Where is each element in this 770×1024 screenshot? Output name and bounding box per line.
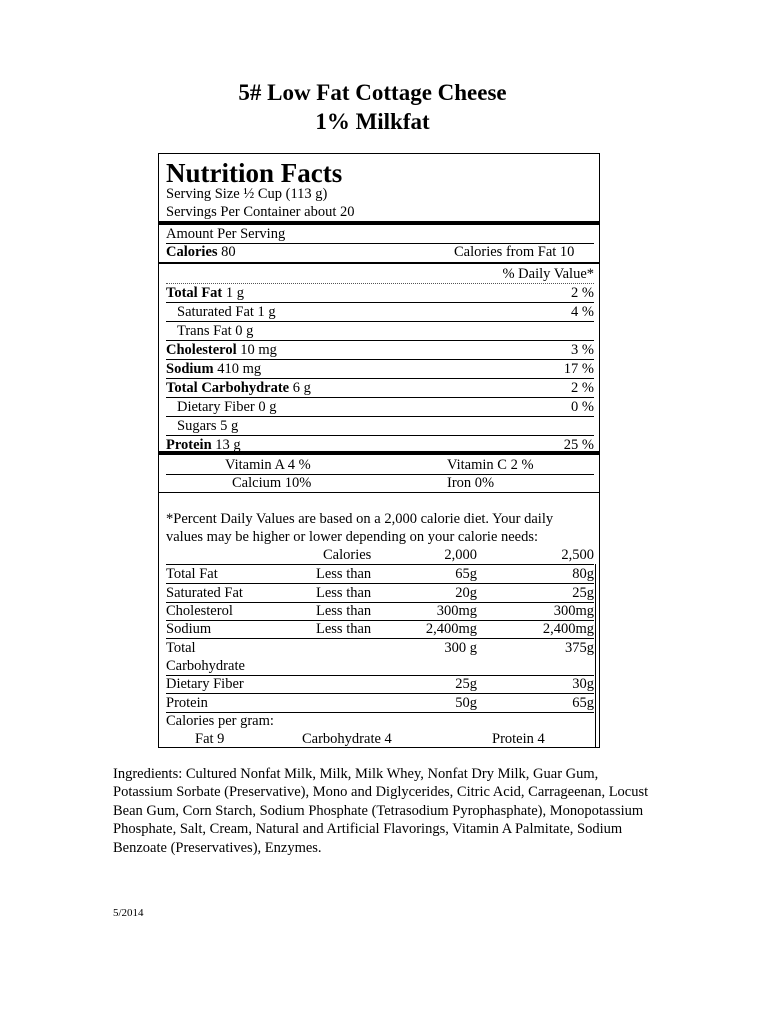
dv-table-row [166, 639, 594, 657]
divider [159, 492, 599, 493]
dv-row-name: Total [166, 640, 196, 656]
calories-value: 80 [221, 244, 236, 260]
dv-header-2500: 2,500 [561, 547, 594, 563]
nutrient-row [166, 341, 594, 359]
dv-row-2000: 50g [455, 695, 477, 711]
nutrient-name: Trans Fat [177, 323, 232, 339]
dv-table-row [166, 620, 594, 638]
dv-row-2500: 25g [572, 585, 594, 601]
dv-table-row [166, 657, 594, 675]
dv-row-name: Sodium [166, 621, 212, 637]
vitamin-a: Vitamin A 4 % [225, 457, 311, 473]
nutrient-amount: 410 mg [217, 361, 262, 377]
cpg-protein: Protein 4 [492, 731, 545, 747]
nutrient-amount: 10 mg [240, 342, 277, 358]
daily-value-header-row [166, 265, 594, 283]
daily-value-header: % Daily Value* [502, 266, 594, 282]
product-subtitle: 1% Milkfat [315, 109, 430, 134]
nutrient-dv: 25 % [563, 437, 594, 453]
dv-table-row [166, 584, 594, 602]
cpg-fat: Fat 9 [195, 731, 225, 747]
nutrient-amount: 13 g [215, 437, 241, 453]
dv-row-2000: 25g [455, 676, 477, 692]
cpg-carbohydrate: Carbohydrate 4 [302, 731, 392, 747]
nutrient-amount: 5 g [220, 418, 239, 434]
dv-row-2500: 2,400mg [542, 621, 594, 637]
nutrient-row [166, 284, 594, 302]
dv-row-qualifier: Less than [316, 566, 372, 582]
iron: Iron 0% [447, 475, 495, 491]
dv-row-2000: 300 g [444, 640, 477, 656]
revision-date: 5/2014 [113, 907, 144, 919]
vitamin-row [166, 456, 594, 474]
footnote-line1: *Percent Daily Values are based on a 2,000 calorie diet. Your daily [166, 511, 554, 527]
nutrient-name: Sugars [177, 418, 217, 434]
serving-size: Serving Size ½ Cup (113 g) [166, 186, 328, 202]
servings-per-container: Servings Per Container about 20 [166, 204, 355, 220]
ingredients-text: Ingredients: Cultured Nonfat Milk, Milk, Milk Whey, Nonfat Dry Milk, Guar Gum, Potassium Sorbate (Preservative), Mono and Diglycerides, Citric Acid, Carrageenan, Locust Bean Gum, Corn Starch, Sodium Phosphate (Tetrasodium Pyrophasphate), Monopotassium Phosphate, Salt, Cream, Natural and Artificial Flavorings, Vitamin A Palmitate, Sodium Benzoate (Preservatives), Enzymes. [113, 766, 649, 856]
dv-header-2000: 2,000 [444, 547, 477, 563]
nutrient-row [166, 303, 594, 321]
product-title: 5# Low Fat Cottage Cheese [238, 80, 507, 105]
calories-per-gram-label: Calories per gram: [166, 713, 274, 729]
nutrient-name: Sodium [166, 361, 214, 377]
dv-row-qualifier: Less than [316, 603, 372, 619]
dv-row-name: Saturated Fat [166, 585, 243, 601]
calories-row [166, 243, 594, 261]
dv-row-2000: 300mg [436, 603, 477, 619]
dv-row-name: Dietary Fiber [166, 676, 244, 692]
dv-header-calories: Calories [323, 547, 372, 563]
nutrient-name: Cholesterol [166, 342, 237, 358]
nutrition-facts-label [158, 153, 600, 748]
nutrient-dv: 17 % [563, 361, 594, 377]
nutrient-dv: 2 % [571, 380, 594, 396]
nutrient-name: Protein [166, 437, 212, 453]
dv-row-2500: 65g [572, 695, 594, 711]
amount-per-serving: Amount Per Serving [166, 226, 286, 242]
dv-row-name: Total Fat [166, 566, 218, 582]
footnote-line2: values may be higher or lower depending on your calorie needs: [166, 529, 539, 545]
table-vertical-rule [595, 564, 596, 747]
dv-table-row [166, 602, 594, 620]
nutrient-name: Total Fat [166, 285, 223, 301]
calories-label: Calories [166, 244, 218, 260]
dv-row-qualifier: Less than [316, 621, 372, 637]
dv-row-2000: 65g [455, 566, 477, 582]
nutrition-facts-heading: Nutrition Facts [166, 158, 343, 188]
calories-from-fat: Calories from Fat 10 [454, 244, 575, 260]
dv-row-name: Carbohydrate [166, 658, 245, 674]
divider-thick [159, 451, 599, 455]
nutrient-row [166, 379, 594, 397]
calories-per-gram-row [166, 730, 594, 748]
dv-row-2500: 80g [572, 566, 594, 582]
dv-table-row [166, 675, 594, 693]
nutrient-amount: 0 g [235, 323, 254, 339]
nutrient-amount: 1 g [225, 285, 245, 301]
dv-row-2500: 300mg [553, 603, 594, 619]
dv-row-qualifier: Less than [316, 585, 372, 601]
dv-row-name: Cholesterol [166, 603, 233, 619]
nutrient-amount: 6 g [292, 380, 311, 396]
dv-row-2000: 20g [455, 585, 477, 601]
nutrient-row [166, 322, 594, 340]
dv-row-2500: 30g [572, 676, 594, 692]
nutrient-name: Saturated Fat [177, 304, 254, 320]
dv-row-2500: 375g [565, 640, 594, 656]
divider-medium [159, 262, 599, 264]
dv-row-2000: 2,400mg [425, 621, 477, 637]
nutrient-name: Total Carbohydrate [166, 380, 290, 396]
nutrient-row [166, 417, 594, 435]
dv-row-name: Protein [166, 695, 208, 711]
calcium: Calcium 10% [232, 475, 312, 491]
nutrient-dv: 2 % [571, 285, 594, 301]
vitamin-c: Vitamin C 2 % [447, 457, 534, 473]
nutrient-row [166, 360, 594, 378]
dv-table-header [166, 546, 594, 564]
nutrient-name: Dietary Fiber [177, 399, 255, 415]
nutrient-dv: 0 % [571, 399, 594, 415]
nutrient-dv: 4 % [571, 304, 594, 320]
dv-table-row [166, 694, 594, 712]
nutrient-dv: 3 % [571, 342, 594, 358]
nutrient-amount: 0 g [258, 399, 277, 415]
mineral-row [166, 474, 594, 492]
nutrient-amount: 1 g [257, 304, 276, 320]
nutrient-row [166, 398, 594, 416]
dv-table-row [166, 565, 594, 583]
